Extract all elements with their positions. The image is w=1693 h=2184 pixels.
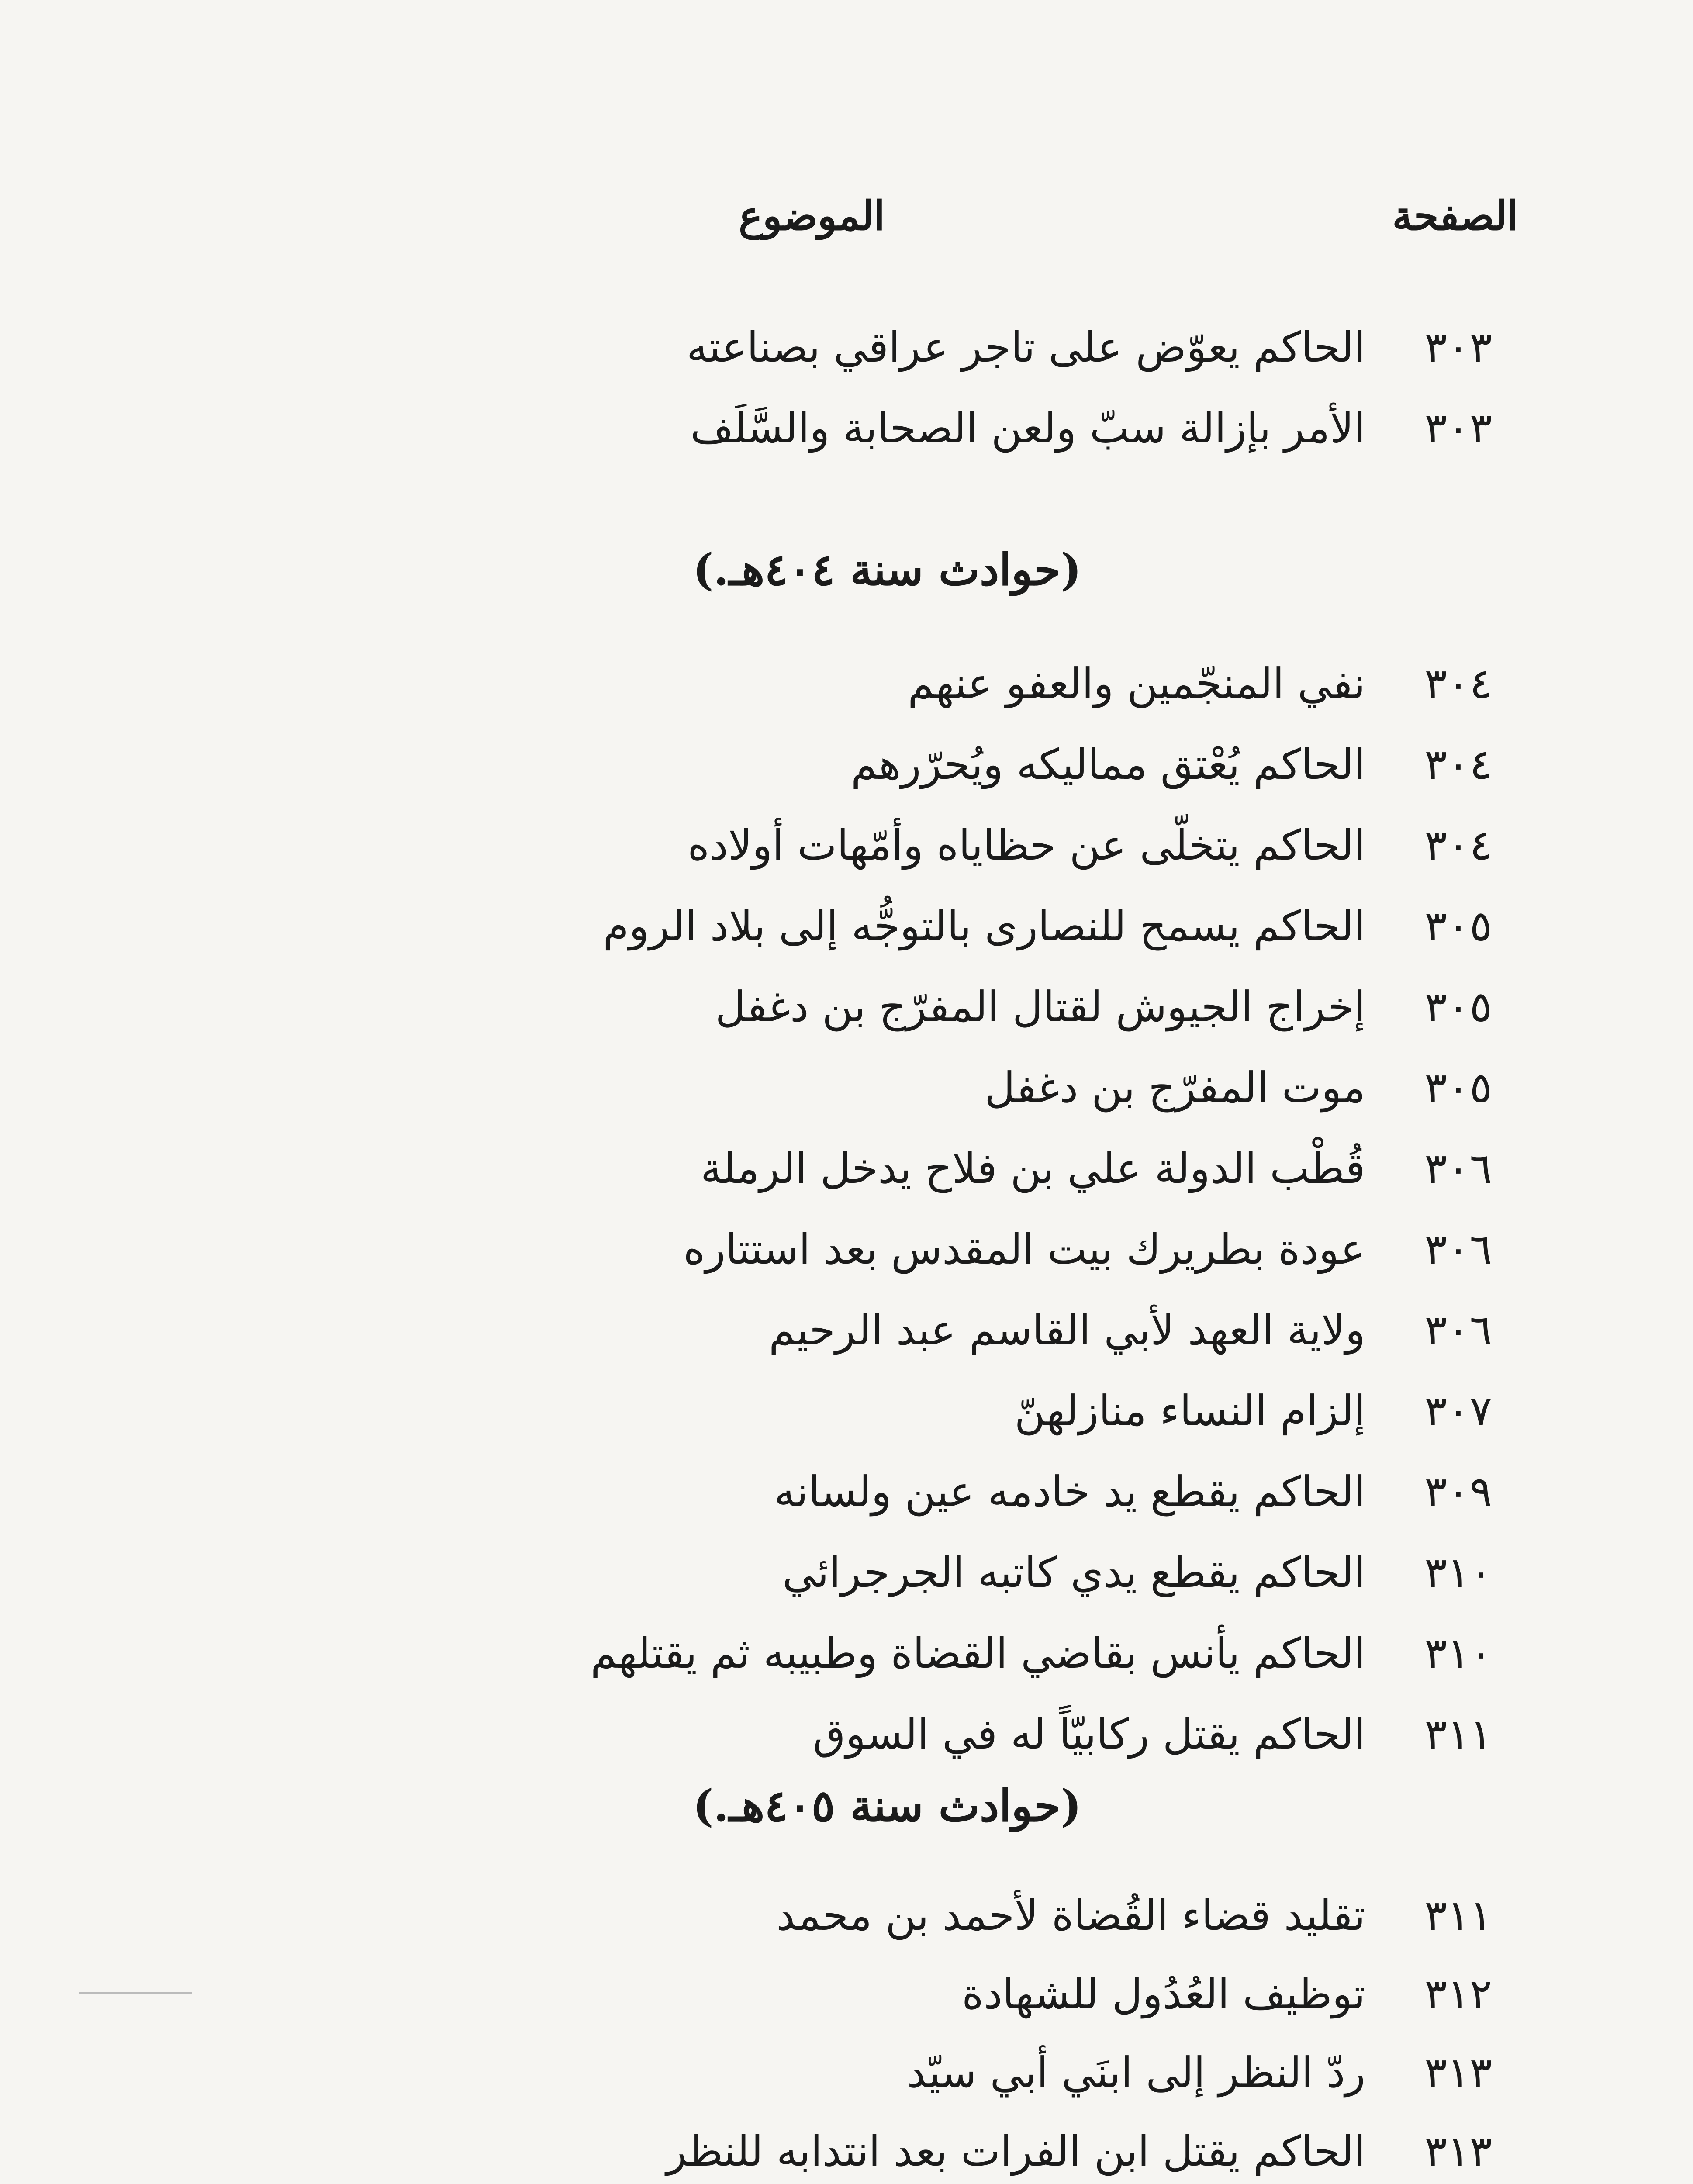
entry-page-number: ٣٠٦	[1424, 1144, 1492, 1193]
entry-topic: إخراج الجيوش لقتال المفرّج بن دغفل	[715, 982, 1365, 1031]
entry-topic: الحاكم يسمح للنصارى بالتوجُّه إلى بلاد الروم	[603, 902, 1365, 950]
entry-page-number: ٣٠٦	[1424, 1306, 1492, 1355]
toc-entry	[715, 978, 1492, 1035]
entry-page-number: ٣١٣	[1424, 2127, 1492, 2176]
entry-page-number: ٣٠٥	[1424, 902, 1492, 950]
toc-entry	[782, 1544, 1492, 1601]
entry-page-number: ٣٠٩	[1424, 1467, 1492, 1516]
entry-page-number: ٣١٠	[1424, 1548, 1492, 1597]
entry-topic: ولاية العهد لأبي القاسم عبد الرحيم	[768, 1306, 1365, 1355]
entry-topic: الحاكم يُعْتق مماليكه ويُحرّرهم	[850, 740, 1365, 789]
entry-topic: الحاكم يأنس بقاضي القضاة وطبيبه ثم يقتلهم	[590, 1629, 1365, 1678]
entry-topic: الحاكم يتخلّى عن حظاياه وأمّهات أولاده	[688, 821, 1365, 870]
toc-entry	[1014, 1382, 1492, 1439]
toc-entry	[701, 1140, 1492, 1197]
toc-entry	[769, 1302, 1492, 1358]
toc-entry	[683, 1221, 1492, 1278]
toc-entry	[691, 400, 1492, 456]
entry-page-number: ٣٠٥	[1424, 1063, 1492, 1112]
entry-page-number: ٣٠٣	[1424, 404, 1492, 453]
entry-page-number: ٣١٠	[1424, 1629, 1492, 1678]
entry-page-number: ٣١٣	[1424, 2048, 1492, 2097]
entry-topic: موت المفرّج بن دغفل	[985, 1063, 1365, 1112]
entry-topic: الحاكم يقطع يد خادمه عين ولسانه	[774, 1467, 1365, 1516]
toc-entry	[907, 2044, 1492, 2101]
entry-page-number: ٣١١	[1424, 1891, 1492, 1940]
entry-page-number: ٣٠٤	[1424, 740, 1492, 789]
entry-page-number: ٣٠٥	[1424, 982, 1492, 1031]
entry-topic: نفي المنجّمين والعفو عنهم	[908, 659, 1365, 708]
toc-entry	[962, 1966, 1492, 2022]
scan-speck	[79, 1992, 192, 1994]
entry-topic: توظيف العُدُول للشهادة	[961, 1970, 1365, 2018]
entry-page-number: ٣١٢	[1424, 1970, 1492, 2018]
toc-entry	[774, 1463, 1492, 1520]
page-column-header: الصفحة	[1392, 192, 1518, 239]
entry-page-number: ٣١١	[1424, 1710, 1492, 1759]
topic-column-header: الموضوع	[739, 192, 885, 239]
toc-entry	[985, 1059, 1492, 1116]
entry-topic: الحاكم يقطع يدي كاتبه الجرجرائي	[782, 1548, 1365, 1597]
entry-topic: الحاكم يعوّض على تاجر عراقي بصناعته	[686, 323, 1365, 372]
entry-topic: ردّ النظر إلى ابنَي أبي سيّد	[907, 2048, 1365, 2097]
entry-topic: إلزام النساء منازلهنّ	[1014, 1386, 1365, 1435]
toc-entry	[851, 736, 1492, 793]
toc-entry	[776, 1887, 1492, 1944]
section-heading: (حوادث سنة ٤٠٥هـ.)	[693, 1780, 1081, 1832]
entry-topic: عودة بطريرك بيت المقدس بعد استتاره	[683, 1225, 1365, 1274]
toc-entry	[603, 898, 1492, 954]
toc-entry	[687, 319, 1492, 376]
entry-topic: تقليد قضاء القُضاة لأحمد بن محمد	[776, 1891, 1365, 1940]
section-heading: (حوادث سنة ٤٠٤هـ.)	[693, 544, 1081, 595]
entry-topic: الحاكم يقتل ركابيّاً له في السوق	[813, 1710, 1365, 1759]
entry-topic: قُطْب الدولة علي بن فلاح يدخل الرملة	[700, 1144, 1365, 1193]
toc-entry	[813, 1706, 1492, 1762]
entry-page-number: ٣٠٤	[1424, 821, 1492, 870]
toc-entry	[688, 817, 1492, 874]
toc-entry	[591, 1625, 1492, 1682]
entry-page-number: ٣٠٦	[1424, 1225, 1492, 1274]
entry-page-number: ٣٠٤	[1424, 659, 1492, 708]
entry-topic: الأمر بإزالة سبّ ولعن الصحابة والسَّلَف	[690, 404, 1365, 453]
entry-topic: الحاكم يقتل ابن الفرات بعد انتدابه للنظر	[666, 2127, 1365, 2176]
entry-page-number: ٣٠٣	[1424, 323, 1492, 372]
toc-entry	[908, 655, 1492, 712]
toc-entry	[667, 2123, 1493, 2180]
entry-page-number: ٣٠٧	[1424, 1386, 1492, 1435]
